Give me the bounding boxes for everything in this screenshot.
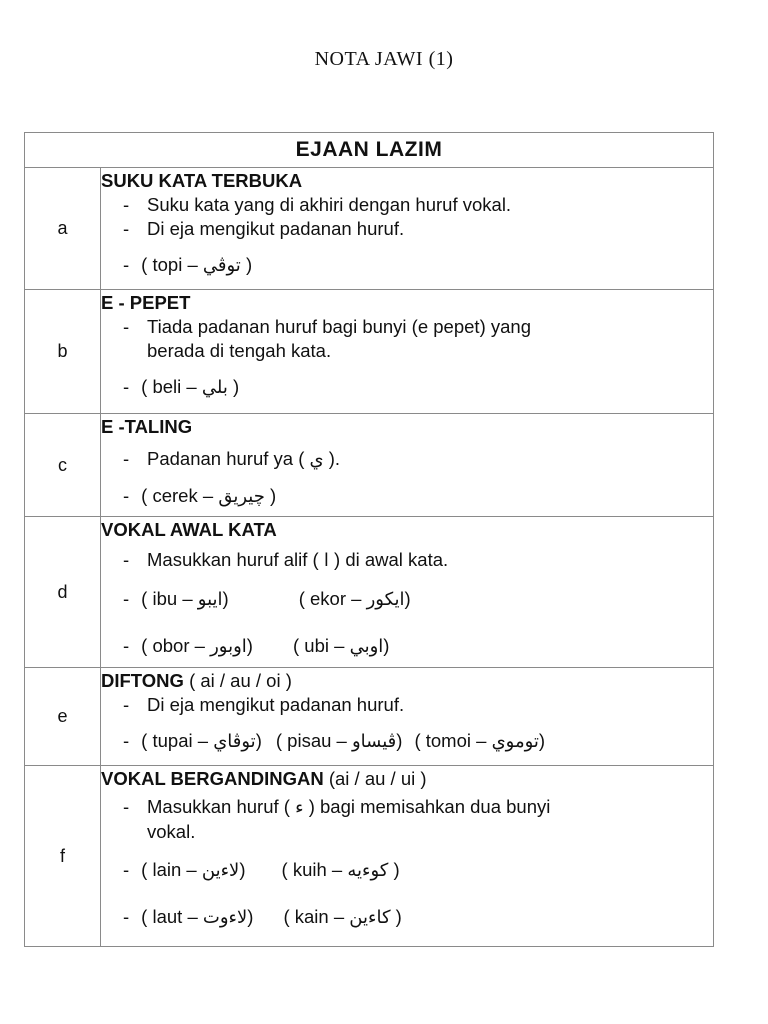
example-word: cerek [152,485,198,506]
page-title: NOTA JAWI (1) [314,48,454,70]
row-letter: c [25,414,101,517]
section-title: SUKU KATA TERBUKA [101,170,303,191]
row-content [101,668,714,766]
section-title: VOKAL BERGANDINGAN (ai / au / ui ) [101,768,427,789]
example-line: - ( topi – توڤي ) [123,254,253,276]
row-content [101,168,714,290]
example-word: topi [152,254,183,275]
point-line: - Tiada padanan huruf bagi bunyi (e pepet) yang [123,316,531,337]
row-letter: e [25,668,101,766]
row-letter: a [25,168,101,290]
table-row [25,290,714,414]
table-row [25,414,714,517]
example-line: - ( tupai – توڤاي) ( pisau – ڤيساو) ( tomoi – توموي) [123,730,546,752]
example-jawi: چيريق [218,486,265,507]
row-content [101,766,714,947]
section-title: E -TALING [101,416,193,437]
section-title: VOKAL AWAL KATA [101,519,277,540]
point-line: berada di tengah kata. [147,340,332,361]
spelling-table [24,132,714,947]
example-line: - ( cerek – چيريق ) [123,485,277,507]
section-title: DIFTONG ( ai / au / oi ) [101,670,292,691]
row-content [101,517,714,668]
row-content [101,290,714,414]
example-line: - ( laut – لاءوت) ( kain – کاءين ) [123,906,402,928]
table-header-row [25,133,714,168]
point-line: - Padanan huruf ya ( ي ). [123,448,341,470]
table-row [25,517,714,668]
row-content [101,414,714,517]
example-line: - ( ibu – ايبو) ( ekor – ايکور) [123,588,411,610]
table-row [25,668,714,766]
point-line: - Di eja mengikut padanan huruf. [123,218,405,239]
example-jawi: بلي [201,377,228,398]
example-jawi: توڤي [202,255,241,276]
point-line: - Suku kata yang di akhiri dengan huruf vokal. [123,194,512,215]
example-word: beli [152,376,182,397]
example-line: - ( beli – بلي ) [123,376,240,398]
point-line: vokal. [147,821,196,842]
section-title: E - PEPET [101,292,191,313]
table-row [25,766,714,947]
row-letter: d [25,517,101,668]
example-line: - ( obor – اوبور) ( ubi – اوبي) [123,635,390,657]
table-row [25,168,714,290]
table-heading: EJAAN LAZIM [25,133,714,168]
example-line: - ( lain – لاءين) ( kuih – کوءيه ) [123,859,400,881]
point-line: - Masukkan huruf ( ء ) bagi memisahkan dua bunyi [123,796,551,818]
point-line: - Masukkan huruf alif ( ا ) di awal kata. [123,549,449,571]
row-letter: f [25,766,101,947]
row-letter: b [25,290,101,414]
point-line: - Di eja mengikut padanan huruf. [123,694,405,715]
